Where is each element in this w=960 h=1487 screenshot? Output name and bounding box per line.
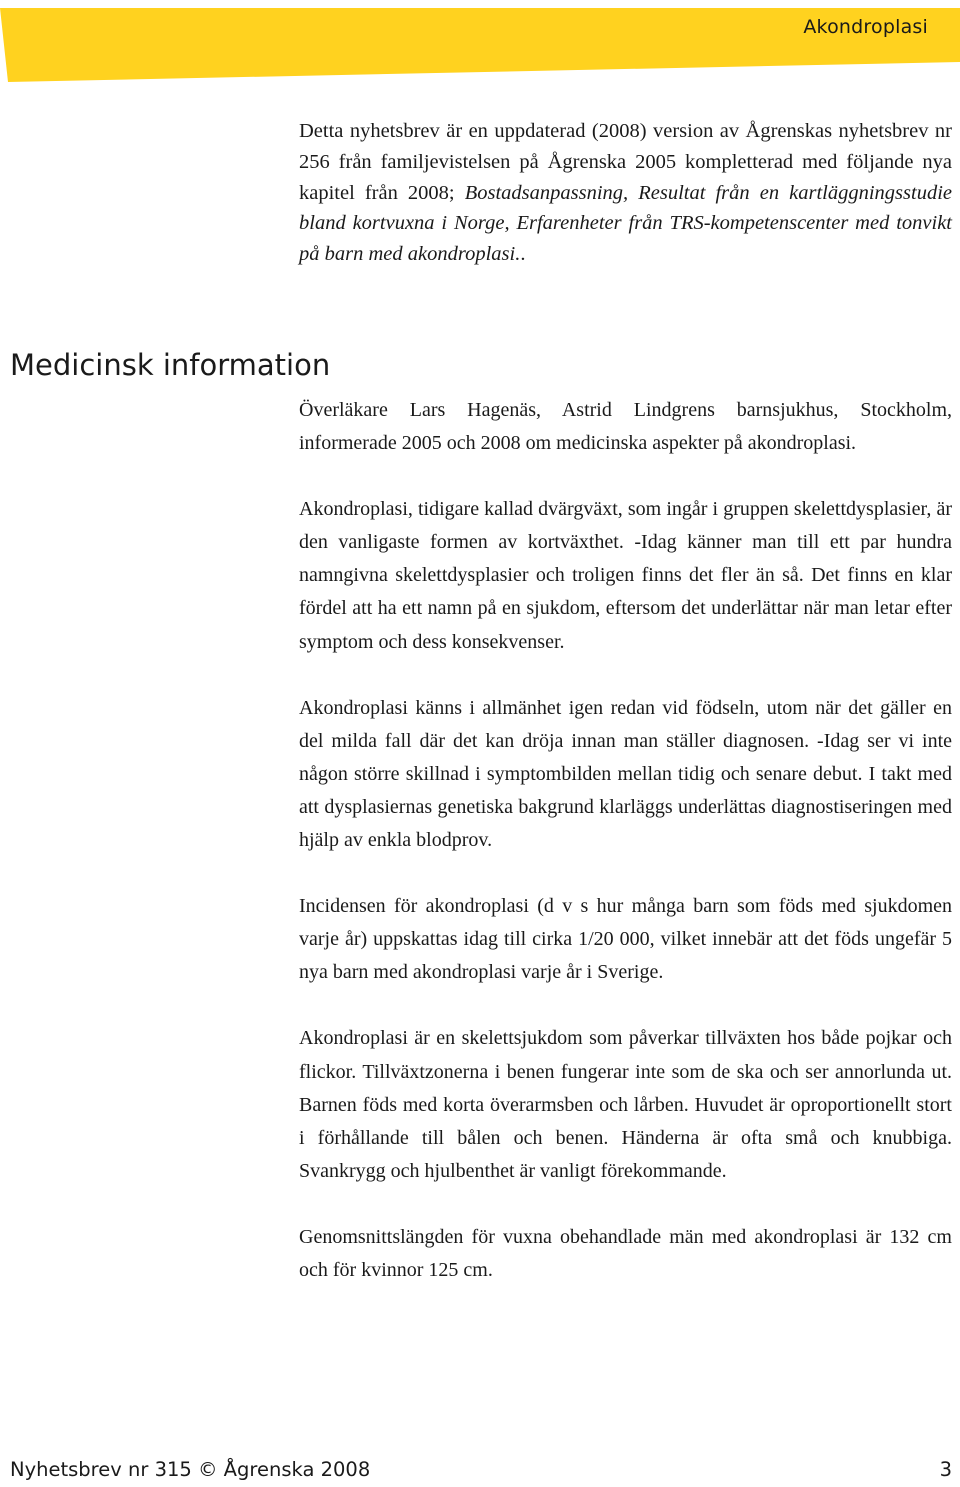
paragraph: Incidensen för akondroplasi (d v s hur många barn som föds med sjukdomen varje år) uppskattas idag till cirka 1/20 000, vilket innebär att det föds ungefär 5 nya barn med akondroplasi varje år i Sverige.: [299, 895, 952, 984]
paragraph: Genomsnittslängden för vuxna obehandlade män med akondroplasi är 132 cm och för kvinnor 125 cm.: [299, 1225, 952, 1281]
intro-note: [299, 116, 952, 270]
paragraph: Akondroplasi är en skelettsjukdom som påverkar tillväxten hos både pojkar och flickor. Tillväxtzonerna i benen fungerar inte som de ska och ser annorlunda ut. Barnen föds med korta överarmsben och lårben. Huvudet är oproportionellt stort i förhållande till bålen och benen. Händerna är ofta små och knubbiga. Svankrygg och hjulbenthet är vanligt förekommande.: [299, 1027, 952, 1182]
intro-text-end: .: [520, 243, 526, 266]
running-header-title: Akondroplasi: [803, 16, 928, 38]
intro-text: Detta nyhetsbrev är en uppdaterad (2008) version av Ågrenskas nyhetsbrev nr 256 från familjevistelsen på Ågrenska 2005 kompletterad med följande nya kapitel från 2008;: [299, 120, 952, 204]
footer-publication: Nyhetsbrev nr 315 © Ågrenska 2008: [10, 1458, 371, 1481]
section-body: [299, 394, 952, 1320]
page-number: 3: [939, 1458, 952, 1481]
paragraph: Överläkare Lars Hagenäs, Astrid Lindgrens barnsjukhus, Stockholm, informerade 2005 och 2008 om medicinska aspekter på akondroplasi.: [299, 399, 952, 455]
paragraph: Akondroplasi, tidigare kallad dvärgväxt, som ingår i gruppen skelettdysplasier, är den vanligaste formen av kortväxthet. -Idag känner man till ett par hundra namngivna skelettdysplasier och troligen finns det fler än så. Det finns en klar fördel att ha ett namn på en sjukdom, eftersom det underlättar när man letar efter symptom och dess konsekvenser.: [299, 498, 952, 653]
paragraph: Akondroplasi känns i allmänhet igen redan vid födseln, utom när det gäller en del milda fall där det kan dröja innan man ställer diagnosen. -Idag ser vi inte någon större skillnad i symptombilden mellan tidig och senare debut. I takt med att dysplasiernas genetiska bakgrund klarläggs underlättas diagnostiseringen med hjälp av enkla blodprov.: [299, 696, 952, 852]
intro-italic-chapters: Bostadsanpassning, Resultat från en kartläggningsstudie bland kortvuxna i Norge, Erfarenheter från TRS-kompetenscenter med tonvikt på barn med akondroplasi.: [299, 181, 952, 266]
header-band: [0, 0, 960, 90]
section-heading: Medicinsk information: [10, 348, 331, 382]
